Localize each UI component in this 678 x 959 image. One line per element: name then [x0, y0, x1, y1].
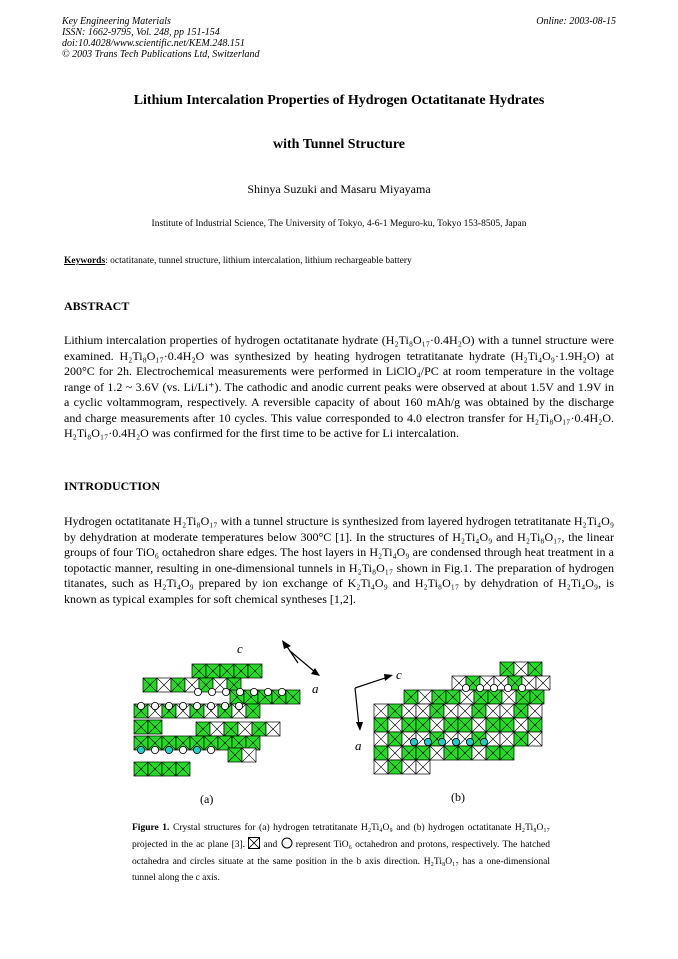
axis-c-label-b: c [396, 667, 402, 682]
introduction-text: Hydrogen octatitanate H₂Ti₈O₁₇ with a tunnel structure is synthesized from layered hydrogen tetratitanate H₂Ti₄O₉ by dehydration at moderate temperatures below 300°C [1]. In the structures of H₂Ti₄O₉ and H₂Ti₈O₁₇, the linear groups of four TiO₆ octahedron share edges. The host layers in H₂Ti₄O₉ are condensed through heat treatment in a topotactic manner, resulting in one-dimensional tunnels in H₂Ti₈O₁₇ shown in Fig.1. The preparation of hydrogen titanates, such as H₂Ti₄O₉ prepared by ion exchange of K₂Ti₄O₉ and H₂Ti₈O₁₇ by dehydration of H₂Ti₄O₉, is known as typical examples for soft chemical syntheses [1,2]. [64, 514, 614, 606]
axis-a-label-a: a [312, 681, 319, 696]
proton [165, 702, 172, 709]
figure-label-b: (b) [451, 790, 465, 804]
caption-part-2: represent TiO₆ octahedron and protons, respectively. The hatched octahedra and circles situate at the same position in the b axis direction. H₂Ti₈O₁₇ has a one-dimensional tunnel along the c axis. [132, 839, 551, 884]
proton [236, 688, 243, 695]
copyright-line: © 2003 Trans Tech Publications Ltd, Switzerland [62, 49, 260, 60]
doi-line: doi:10.4028/www.scientific.net/KEM.248.151 [62, 38, 245, 49]
proton [179, 746, 186, 753]
caption-part-1: Crystal structures for (a) hydrogen tetratitanate H₂Ti₄O₉ and (b) hydrogen octatitanate H₂Ti₈O₁₇ projected in the ac plane [3]. [132, 823, 550, 850]
axis-a-line-b [355, 688, 359, 726]
proton [207, 702, 214, 709]
proton [151, 702, 158, 709]
proton [250, 688, 257, 695]
axis-c-arrow-a [282, 640, 291, 649]
proton [504, 684, 511, 691]
figure-caption [132, 820, 550, 887]
proton [410, 738, 417, 745]
proton [221, 702, 228, 709]
proton [518, 684, 525, 691]
structure-a-diagram [134, 664, 300, 776]
proton [179, 702, 186, 709]
paper-title-line1: Lithium Intercalation Properties of Hydrogen Octatitanate Hydrates [133, 93, 545, 108]
proton [151, 746, 158, 753]
axis-c-line-b [355, 677, 388, 688]
axis-a-label-b: a [355, 738, 362, 753]
proton [208, 688, 215, 695]
proton [222, 688, 229, 695]
figure-label-a: (a) [200, 792, 214, 806]
axis-c-line-a [286, 645, 298, 663]
proton-circle-icon [281, 837, 293, 849]
caption-and: and [263, 839, 278, 850]
abstract-heading: ABSTRACT [64, 299, 130, 313]
issn-line: ISSN: 1662-9795, Vol. 248, pp 151-154 [62, 27, 220, 38]
hatched-octahedron-icon [248, 837, 260, 849]
proton [480, 738, 487, 745]
proton [466, 738, 473, 745]
paper-title-line2: with Tunnel Structure [273, 137, 405, 152]
proton [424, 738, 431, 745]
proton [452, 738, 459, 745]
proton [264, 688, 271, 695]
proton [207, 746, 214, 753]
keywords-label: Keywords [64, 256, 106, 266]
abstract-text: Lithium intercalation properties of hydrogen octatitanate hydrate (H₂Ti₈O₁₇·0.4H₂O) with a tunnel structure were examined. H₂Ti₈O₁₇·0.4H₂O was synthesized by heating hydrogen tetratitanate hydrate (H₂Ti₄O₉·1.9H₂O) at 200°C for 2h. Electrochemical measurements were performed in LiClO₄/PC at room temperature in the voltage range of 1.2 ~ 3.6V (vs. Li/Li⁺). The cathodic and anodic current peaks were observed at about 1.5V and 1.9V in a cyclic voltammogram, respectively. A reversible capacity of about 160 mAh/g was obtained by the discharge and charge measurements after 10 cycles. This value corresponded to 4.0 electron transfer for H₂Ti₈O₁₇·0.4H₂O. H₂Ti₈O₁₇·0.4H₂O was confirmed for the first time to be active for Li intercalation. [64, 333, 614, 440]
axis-a-line-a [290, 651, 315, 672]
proton [137, 746, 144, 753]
proton [194, 688, 201, 695]
proton [193, 702, 200, 709]
caption-label: Figure 1. [132, 823, 170, 833]
proton [193, 746, 200, 753]
proton [235, 702, 242, 709]
authors: Shinya Suzuki and Masaru Miyayama [247, 182, 431, 196]
proton [462, 684, 469, 691]
proton [476, 684, 483, 691]
proton [137, 702, 144, 709]
proton [278, 688, 285, 695]
keywords-text: : octatitanate, tunnel structure, lithium intercalation, lithium rechargeable battery [105, 256, 412, 266]
introduction-heading: INTRODUCTION [64, 479, 161, 493]
axis-c-arrow-b [384, 674, 393, 681]
proton [438, 738, 445, 745]
axis-a-arrow-b [356, 722, 363, 731]
affiliation: Institute of Industrial Science, The University of Tokyo, 4-6-1 Meguro-ku, Tokyo 153-8505, Japan [151, 219, 527, 229]
axis-c-label-a: c [237, 641, 243, 656]
online-date: Online: 2003-08-15 [536, 16, 616, 27]
journal-name: Key Engineering Materials [62, 16, 171, 27]
proton [165, 746, 172, 753]
proton [490, 684, 497, 691]
